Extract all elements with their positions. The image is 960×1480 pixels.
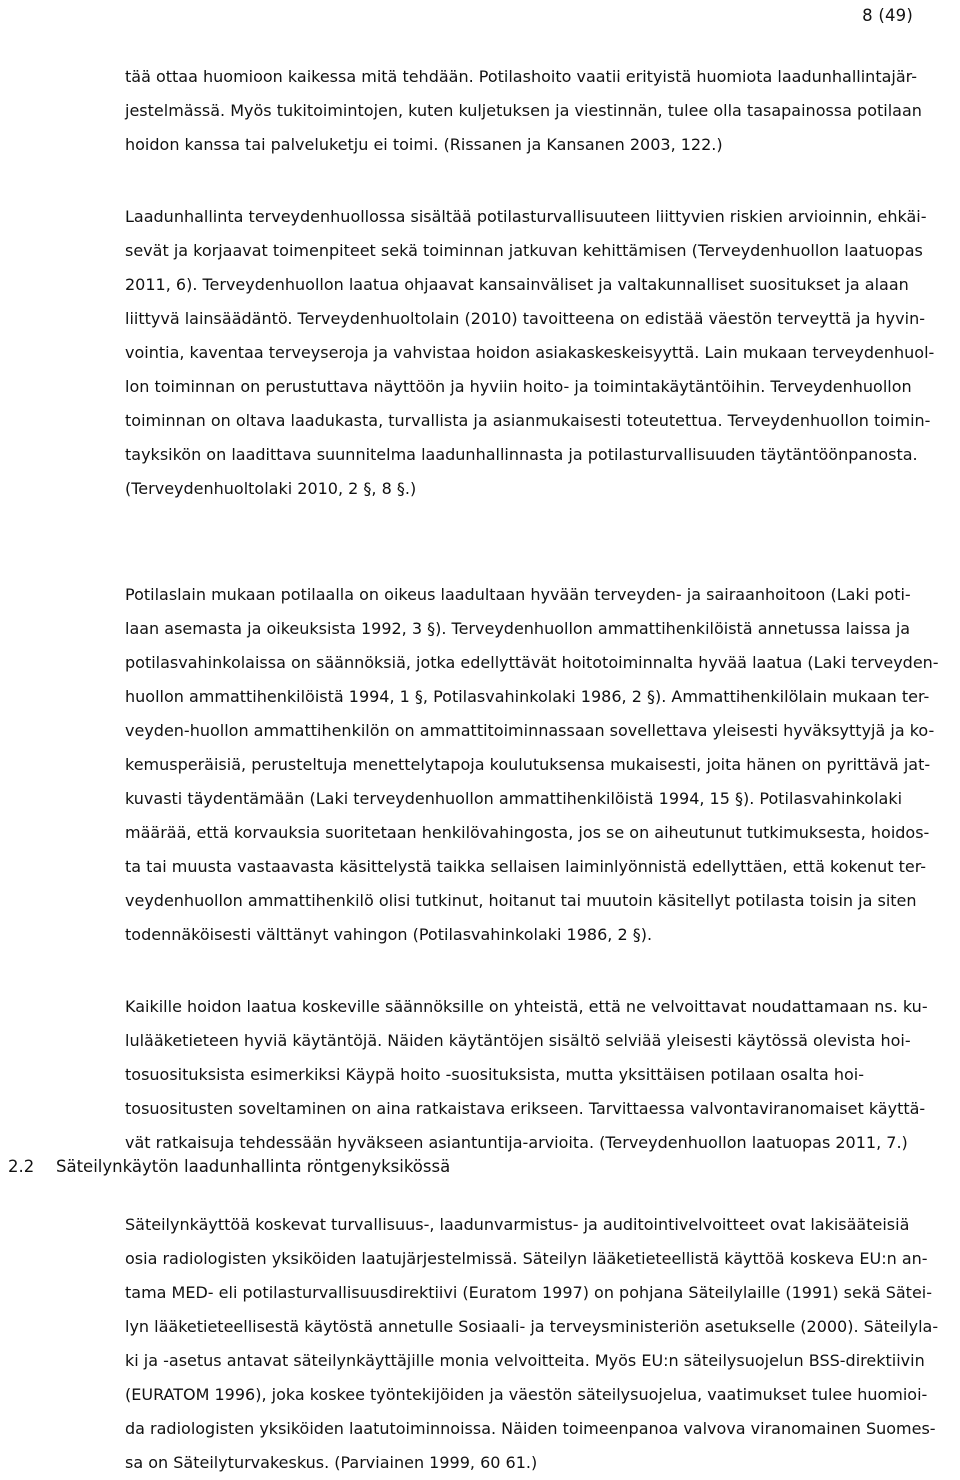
text-line: todennäköisesti välttänyt vahingon (Potilasvahinkolaki 1986, 2 §). <box>125 925 653 944</box>
text-line: tama MED- eli potilasturvallisuusdirektiivi (Euratom 1997) on pohjana Säteilylaille (1991) sekä Sätei- <box>125 1283 933 1302</box>
text-line: sevät ja korjaavat toimenpiteet sekä toiminnan jatkuvan kehittämisen (Terveydenhuollon laatuopas <box>125 241 923 260</box>
section-body <box>125 1208 937 1480</box>
text-line: toiminnan on oltava laadukasta, turvallista ja asianmukaisesti toteutettua. Terveydenhuollon toimin- <box>125 411 931 430</box>
text-line: Kaikille hoidon laatua koskeville säännöksille on yhteistä, että ne velvoittavat noudattamaan ns. ku- <box>125 997 928 1016</box>
text-line: (EURATOM 1996), joka koskee työntekijöiden ja väestön säteilysuojelua, vaatimukset tulee huomioi- <box>125 1385 928 1404</box>
text-line: liittyvä lainsäädäntö. Terveydenhuoltolain (2010) tavoitteena on edistää väestön terveyttä ja hyvin- <box>125 309 925 328</box>
text-line: veydenhuollon ammattihenkilö olisi tutkinut, hoitanut tai muutoin käsitellyt potilasta toisin ja siten <box>125 891 917 910</box>
text-line: sa on Säteilyturvakeskus. (Parviainen 1999, 60 61.) <box>125 1453 538 1472</box>
paragraph-quality-management <box>125 200 937 540</box>
text-line: ta tai muusta vastaavasta käsittelystä taikka sellaisen laiminlyönnistä edellyttäen, että kokenut ter- <box>125 857 927 876</box>
text-line: lyn lääketieteellisestä käytöstä annetulle Sosiaali- ja terveysministeriön asetukselle (2000). Säteilyla- <box>125 1317 939 1336</box>
paragraph-patient-law <box>125 578 937 952</box>
text-line: jestelmässä. Myös tukitoimintojen, kuten kuljetuksen ja viestinnän, tulee olla tasapainossa potilaan <box>125 101 922 120</box>
text-line: Potilaslain mukaan potilaalla on oikeus laadultaan hyvään terveyden- ja sairaanhoitoon (Laki poti- <box>125 585 911 604</box>
text-line: tää ottaa huomioon kaikessa mitä tehdään. Potilashoito vaatii erityistä huomiota laadunhallintajär- <box>125 67 917 86</box>
text-line: määrää, että korvauksia suoritetaan henkilövahingosta, jos se on aiheutunut tutkimuksesta, hoidos- <box>125 823 930 842</box>
paragraph-good-practices <box>125 990 937 1160</box>
text-line: hoidon kanssa tai palveluketju ei toimi. (Rissanen ja Kansanen 2003, 122.) <box>125 135 723 154</box>
text-line: kuvasti täydentämään (Laki terveydenhuollon ammattihenkilöistä 1994, 15 §). Potilasvahinkolaki <box>125 789 903 808</box>
paragraph-gap <box>125 162 937 200</box>
paragraph-gap <box>125 952 937 990</box>
paragraph-quality-note <box>125 60 937 162</box>
text-line: (Terveydenhuoltolaki 2010, 2 §, 8 §.) <box>125 479 417 498</box>
body-text <box>125 60 937 1160</box>
section-number: 2.2 <box>8 1157 35 1176</box>
page-number: 8 (49) <box>862 6 913 25</box>
paragraph-gap <box>125 540 937 578</box>
text-line: veyden-huollon ammattihenkilön on ammattitoiminnassaan sovellettava yleisesti hyväksyttyjä ja ko- <box>125 721 935 740</box>
section-title: Säteilynkäytön laadunhallinta röntgenyksikössä <box>56 1157 451 1176</box>
text-line <box>125 506 937 540</box>
text-line: 2011, 6). Terveydenhuollon laatua ohjaavat kansainväliset ja valtakunnalliset suositukset ja alaan <box>125 275 909 294</box>
text-line: vointia, kaventaa terveyseroja ja vahvistaa hoidon asiakaskeskeisyyttä. Lain mukaan terveydenhuol- <box>125 343 935 362</box>
text-line: osia radiologisten yksiköiden laatujärjestelmissä. Säteilyn lääketieteellistä käyttöä koskeva EU:n an- <box>125 1249 928 1268</box>
text-line: huollon ammattihenkilöistä 1994, 1 §, Potilasvahinkolaki 1986, 2 §). Ammattihenkilölain mukaan ter- <box>125 687 930 706</box>
text-line: Säteilynkäyttöä koskevat turvallisuus-, laadunvarmistus- ja auditointivelvoitteet ovat lakisääteisiä <box>125 1215 910 1234</box>
text-line: lon toiminnan on perustuttava näyttöön ja hyviin hoito- ja toimintakäytäntöihin. Terveydenhuollon <box>125 377 912 396</box>
text-line: tosuositusten soveltaminen on aina ratkaistava erikseen. Tarvittaessa valvontaviranomaiset käyttä- <box>125 1099 926 1118</box>
text-line: tosuosituksista esimerkiksi Käypä hoito -suosituksista, mutta yksittäisen potilaan osalta hoi- <box>125 1065 864 1084</box>
text-line: da radiologisten yksiköiden laatutoiminnoissa. Näiden toimeenpanoa valvova viranomainen Suomes- <box>125 1419 936 1438</box>
section-heading <box>8 1154 450 1180</box>
text-line: laan asemasta ja oikeuksista 1992, 3 §). Terveydenhuollon ammattihenkilöistä annetussa laissa ja <box>125 619 911 638</box>
text-line: kemusperäisiä, perusteltuja menettelytapoja koulutuksensa mukaisesti, joita hänen on pyrittävä jat- <box>125 755 931 774</box>
text-line: Laadunhallinta terveydenhuollossa sisältää potilasturvallisuuteen liittyvien riskien arvioinnin, ehkäi- <box>125 207 927 226</box>
text-line: lulääketieteen hyviä käytäntöjä. Näiden käytäntöjen sisältö selviää yleisesti käytössä olevista hoi- <box>125 1031 911 1050</box>
text-line: potilasvahinkolaissa on säännöksiä, jotka edellyttävät hoitotoiminnalta hyvää laatua (Laki terveyden- <box>125 653 939 672</box>
text-line: tayksikön on laadittava suunnitelma laadunhallinnasta ja potilasturvallisuuden täytäntöönpanosta. <box>125 445 918 464</box>
text-line: vät ratkaisuja tehdessään hyväkseen asiantuntija-arvioita. (Terveydenhuollon laatuopas 2011, 7.) <box>125 1133 908 1152</box>
text-line: ki ja -asetus antavat säteilynkäyttäjille monia velvoitteita. Myös EU:n säteilysuojelun BSS-direktiivin <box>125 1351 925 1370</box>
